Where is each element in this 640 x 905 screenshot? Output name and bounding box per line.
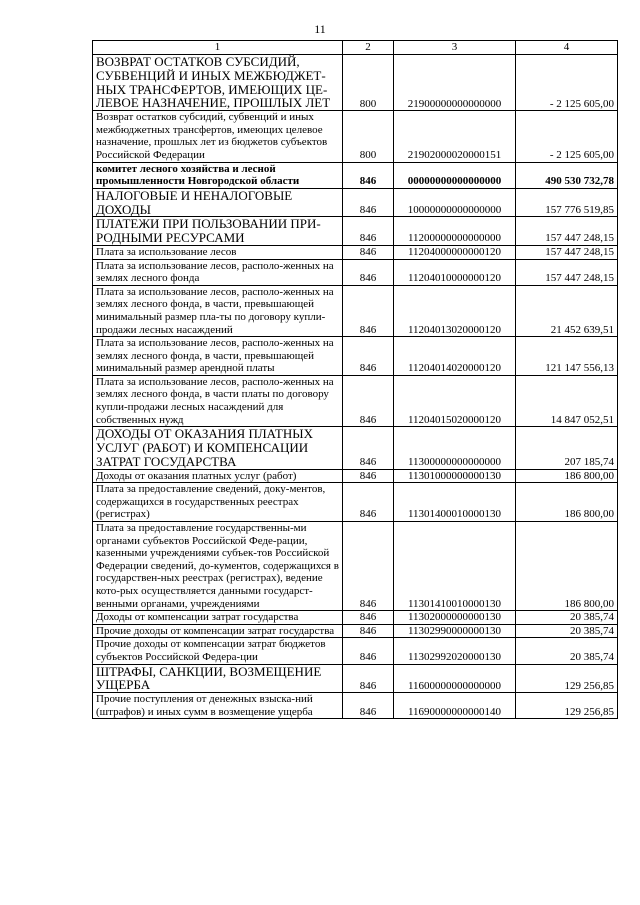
row-admin-code-cell: 846	[343, 638, 394, 664]
row-budget-code-cell: 10000000000000000	[394, 188, 516, 217]
row-admin-code-cell: 846	[343, 375, 394, 426]
row-budget-code-cell: 11302992020000130	[394, 638, 516, 664]
table-row	[93, 111, 618, 162]
table-row	[93, 483, 618, 522]
row-name-cell: Плата за предоставление сведений, доку-ментов, содержащихся в государственных реестрах (регистрах)	[93, 483, 343, 522]
row-admin-code-cell: 846	[343, 693, 394, 719]
row-amount-cell: 157 447 248,15	[516, 259, 618, 285]
row-name-cell: Плата за предоставление государственны-ми органами субъектов Российской Феде-рации, казенными учреждениями субъек-тов Российской Федерации сведений, до-кументов, содержащихся в государствен-ных реестрах (регистрах), ведение кото-рых осуществляется данными государст-венными органами, учреждениями	[93, 522, 343, 611]
row-amount-cell: 157 447 248,15	[516, 245, 618, 259]
table-row	[93, 259, 618, 285]
column-number-4: 4	[516, 41, 618, 55]
table-header-row	[93, 41, 618, 55]
row-name-cell: Плата за использование лесов, располо-женных на землях лесного фонда	[93, 259, 343, 285]
row-budget-code-cell: 11600000000000000	[394, 664, 516, 693]
row-budget-code-cell: 21900000000000000	[394, 55, 516, 111]
row-budget-code-cell: 11301000000000130	[394, 469, 516, 483]
row-admin-code-cell: 846	[343, 259, 394, 285]
row-name-cell: ШТРАФЫ, САНКЦИИ, ВОЗМЕЩЕНИЕ УЩЕРБА	[93, 664, 343, 693]
row-amount-cell: 121 147 556,13	[516, 337, 618, 376]
column-number-3: 3	[394, 41, 516, 55]
table-row	[93, 638, 618, 664]
row-amount-cell: 14 847 052,51	[516, 375, 618, 426]
column-number-2: 2	[343, 41, 394, 55]
table-row	[93, 522, 618, 611]
row-name-cell: НАЛОГОВЫЕ И НЕНАЛОГОВЫЕ ДОХОДЫ	[93, 188, 343, 217]
row-budget-code-cell: 11204015020000120	[394, 375, 516, 426]
row-budget-code-cell: 21902000020000151	[394, 111, 516, 162]
row-amount-cell: 20 385,74	[516, 624, 618, 638]
row-name-cell: Возврат остатков субсидий, субвенций и иных межбюджетных трансфертов, имеющих целевое назначение, прошлых лет из бюджетов субъектов Российской Федерации	[93, 111, 343, 162]
row-name-cell: ДОХОДЫ ОТ ОКАЗАНИЯ ПЛАТНЫХ УСЛУГ (РАБОТ) И КОМПЕНСАЦИИ ЗАТРАТ ГОСУДАРСТВА	[93, 427, 343, 469]
row-name-cell: Прочие доходы от компенсации затрат государства	[93, 624, 343, 638]
row-admin-code-cell: 846	[343, 624, 394, 638]
row-budget-code-cell: 11204013020000120	[394, 285, 516, 336]
row-budget-code-cell: 11204000000000120	[394, 245, 516, 259]
row-name-cell: комитет лесного хозяйства и лесной промышленности Новгородской области	[93, 162, 343, 188]
row-admin-code-cell: 846	[343, 245, 394, 259]
row-name-cell: ВОЗВРАТ ОСТАТКОВ СУБСИДИЙ, СУБВЕНЦИЙ И ИНЫХ МЕЖБЮДЖЕТ-НЫХ ТРАНСФЕРТОВ, ИМЕЮЩИХ ЦЕ-ЛЕВОЕ НАЗНАЧЕНИЕ, ПРОШЛЫХ ЛЕТ	[93, 55, 343, 111]
row-budget-code-cell: 11302000000000130	[394, 611, 516, 625]
row-name-cell: Плата за использование лесов, располо-женных на землях лесного фонда, в части платы по договору купли-продажи лесных насаждений для собственных нужд	[93, 375, 343, 426]
row-budget-code-cell: 11300000000000000	[394, 427, 516, 469]
table-row	[93, 245, 618, 259]
row-name-cell: Плата за использование лесов	[93, 245, 343, 259]
table-row	[93, 188, 618, 217]
table-row	[93, 217, 618, 246]
row-budget-code-cell: 11690000000000140	[394, 693, 516, 719]
row-budget-code-cell: 11301400010000130	[394, 483, 516, 522]
row-amount-cell: - 2 125 605,00	[516, 55, 618, 111]
row-admin-code-cell: 846	[343, 522, 394, 611]
row-admin-code-cell: 800	[343, 111, 394, 162]
row-budget-code-cell: 11302990000000130	[394, 624, 516, 638]
row-amount-cell: 129 256,85	[516, 664, 618, 693]
row-admin-code-cell: 846	[343, 188, 394, 217]
row-admin-code-cell: 846	[343, 483, 394, 522]
row-amount-cell: 207 185,74	[516, 427, 618, 469]
row-admin-code-cell: 800	[343, 55, 394, 111]
row-amount-cell: 20 385,74	[516, 611, 618, 625]
row-name-cell: Прочие доходы от компенсации затрат бюджетов субъектов Российской Федера-ции	[93, 638, 343, 664]
table-row	[93, 664, 618, 693]
table-row	[93, 285, 618, 336]
row-budget-code-cell: 00000000000000000	[394, 162, 516, 188]
row-budget-code-cell: 11204014020000120	[394, 337, 516, 376]
row-name-cell: ПЛАТЕЖИ ПРИ ПОЛЬЗОВАНИИ ПРИ-РОДНЫМИ РЕСУРСАМИ	[93, 217, 343, 246]
row-amount-cell: 186 800,00	[516, 522, 618, 611]
table-row	[93, 611, 618, 625]
row-admin-code-cell: 846	[343, 664, 394, 693]
row-amount-cell: 186 800,00	[516, 483, 618, 522]
row-admin-code-cell: 846	[343, 469, 394, 483]
table-row	[93, 693, 618, 719]
row-name-cell: Доходы от оказания платных услуг (работ)	[93, 469, 343, 483]
row-admin-code-cell: 846	[343, 217, 394, 246]
row-budget-code-cell: 11301410010000130	[394, 522, 516, 611]
row-name-cell: Доходы от компенсации затрат государства	[93, 611, 343, 625]
row-amount-cell: 157 776 519,85	[516, 188, 618, 217]
table-row	[93, 55, 618, 111]
table-row	[93, 162, 618, 188]
row-admin-code-cell: 846	[343, 285, 394, 336]
row-admin-code-cell: 846	[343, 337, 394, 376]
row-amount-cell: - 2 125 605,00	[516, 111, 618, 162]
row-name-cell: Плата за использование лесов, располо-женных на землях лесного фонда, в части, превышающей минимальный размер пла-ты по договору купли-продажи лесных насаждений	[93, 285, 343, 336]
budget-revenue-table	[92, 40, 618, 719]
table-row	[93, 375, 618, 426]
row-admin-code-cell: 846	[343, 611, 394, 625]
page-number: 11	[314, 22, 326, 36]
table-row	[93, 427, 618, 469]
row-amount-cell: 186 800,00	[516, 469, 618, 483]
row-name-cell: Прочие поступления от денежных взыска-ний (штрафов) и иных сумм в возмещение ущерба	[93, 693, 343, 719]
table-row	[93, 624, 618, 638]
row-amount-cell: 20 385,74	[516, 638, 618, 664]
row-amount-cell: 490 530 732,78	[516, 162, 618, 188]
row-amount-cell: 157 447 248,15	[516, 217, 618, 246]
row-budget-code-cell: 11200000000000000	[394, 217, 516, 246]
row-amount-cell: 21 452 639,51	[516, 285, 618, 336]
row-budget-code-cell: 11204010000000120	[394, 259, 516, 285]
row-admin-code-cell: 846	[343, 162, 394, 188]
row-amount-cell: 129 256,85	[516, 693, 618, 719]
table-row	[93, 337, 618, 376]
table-row	[93, 469, 618, 483]
row-name-cell: Плата за использование лесов, располо-женных на землях лесного фонда, в части, превышающей минимальный размер арендной платы	[93, 337, 343, 376]
column-number-1: 1	[93, 41, 343, 55]
row-admin-code-cell: 846	[343, 427, 394, 469]
